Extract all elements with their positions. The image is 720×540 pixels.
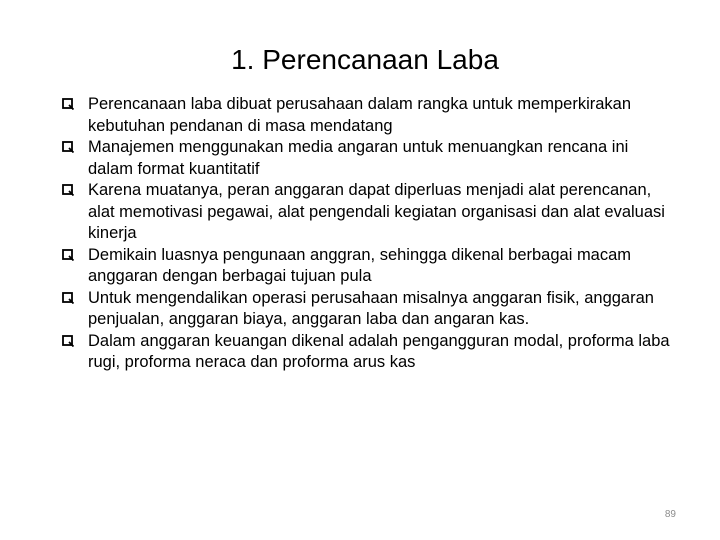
- bullet-text: Demikain luasnya pengunaan anggran, sehingga dikenal berbagai macam anggaran dengan berbagai tujuan pula: [88, 245, 632, 285]
- bullet-text: Karena muatanya, peran anggaran dapat diperluas menjadi alat perencanan, alat memotivasi pegawai, alat pengendali kegiatan organisasi dan alat evaluasi kinerja: [88, 181, 665, 242]
- bullet-item: [62, 288, 672, 331]
- bullet-item: [62, 180, 672, 245]
- bullet-text: Perencanaan laba dibuat perusahaan dalam rangka untuk memperkirakan kebutuhan pendanan di masa mendatang: [88, 95, 632, 135]
- bullet-text: Dalam anggaran keuangan dikenal adalah pengangguran modal, proforma laba rugi, proforma neraca dan proforma arus kas: [88, 331, 670, 371]
- slide-title: 1. Perencanaan Laba: [231, 44, 499, 75]
- bullet-item: [62, 245, 672, 288]
- bullet-text: Untuk mengendalikan operasi perusahaan misalnya anggaran fisik, anggaran penjualan, anggaran biaya, anggaran laba dan angaran kas.: [88, 288, 654, 328]
- hollow-square-bullet-icon: [62, 98, 74, 110]
- bullet-item: [62, 331, 672, 374]
- page-number: 89: [664, 509, 676, 520]
- hollow-square-bullet-icon: [62, 249, 74, 261]
- hollow-square-bullet-icon: [62, 141, 74, 153]
- hollow-square-bullet-icon: [62, 292, 74, 304]
- bullet-item: [62, 137, 672, 180]
- bullet-list: [62, 94, 672, 374]
- bullet-text: Manajemen menggunakan media angaran untuk menuangkan rencana ini dalam format kuantitatif: [88, 138, 629, 178]
- bullet-item: [62, 94, 672, 137]
- hollow-square-bullet-icon: [62, 335, 74, 347]
- hollow-square-bullet-icon: [62, 184, 74, 196]
